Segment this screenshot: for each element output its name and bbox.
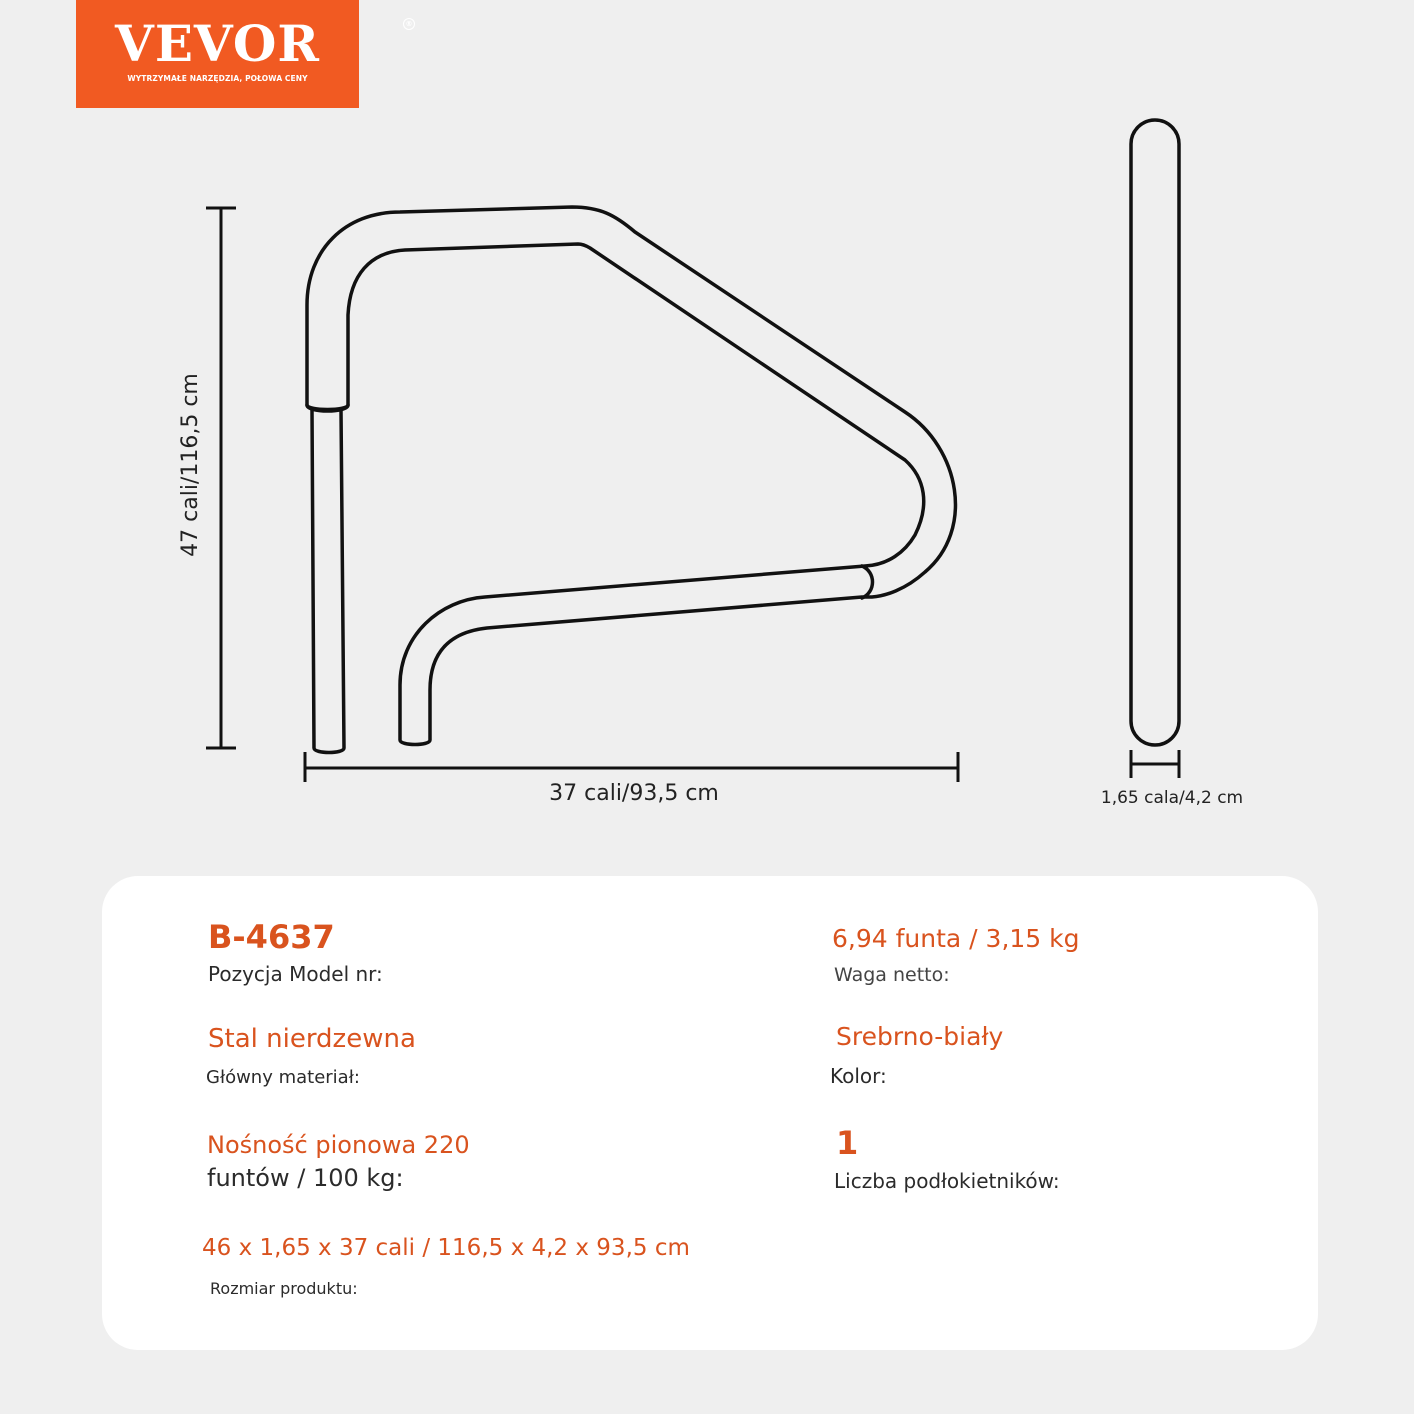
model-label: Pozycja Model nr: [208, 962, 383, 986]
diameter-dimension-label: 1,65 cala/4,2 cm [1100, 788, 1244, 808]
load-value: Nośność pionowa 220 [207, 1131, 470, 1159]
width-dimension-line [305, 752, 958, 782]
material-value: Stal nierdzewna [208, 1024, 416, 1054]
handrail-outline [307, 207, 955, 745]
color-value: Srebrno-biały [836, 1022, 1004, 1051]
armrests-value: 1 [836, 1124, 859, 1162]
size-value: 46 x 1,65 x 37 cali / 116,5 x 4,2 x 93,5 cm [202, 1235, 690, 1261]
width-dimension-label: 37 cali/93,5 cm [549, 781, 719, 806]
load-label: funtów / 100 kg: [207, 1164, 404, 1192]
logo-tagline: WYTRZYMAŁE NARZĘDZIA, POŁOWA CENY [127, 74, 308, 83]
weight-label: Waga netto: [834, 964, 950, 986]
weight-value: 6,94 funta / 3,15 kg [832, 924, 1080, 953]
color-label: Kolor: [830, 1064, 887, 1088]
height-dimension-label: 47 cali/116,5 cm [178, 373, 203, 557]
side-view-tube [1131, 120, 1179, 745]
material-label: Główny materiał: [206, 1067, 360, 1088]
height-dimension-line [206, 208, 236, 748]
diameter-dimension-line [1131, 750, 1179, 778]
size-label: Rozmiar produktu: [210, 1279, 358, 1298]
lower-joint-ring [862, 566, 873, 598]
armrests-label: Liczba podłokietników: [834, 1169, 1060, 1193]
registered-mark-icon: ® [403, 18, 415, 30]
model-value: B-4637 [208, 918, 335, 956]
logo-wordmark: VEVOR [115, 14, 320, 73]
left-leg [312, 410, 344, 753]
